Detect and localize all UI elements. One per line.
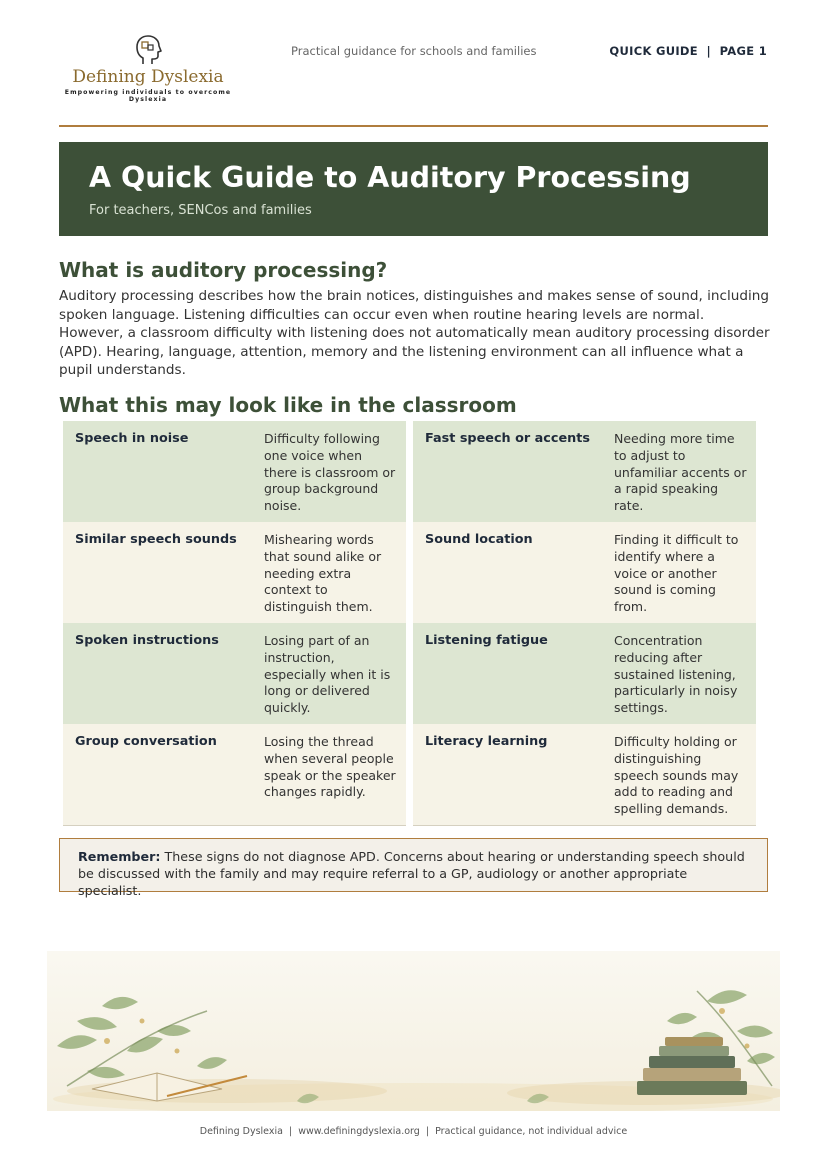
sign-card [63, 421, 406, 522]
grid-divider [413, 825, 756, 826]
decorative-footer-illustration [47, 951, 780, 1111]
sign-term: Similar speech sounds [75, 532, 237, 547]
sign-description: Difficulty holding or distinguishing speech sounds may add to reading and spelling demands. [614, 734, 739, 817]
section-heading-classroom: What this may look like in the classroom [59, 393, 517, 417]
grid-divider [63, 825, 406, 826]
logo-tagline: Empowering individuals to overcome Dyslexia [64, 89, 232, 103]
sign-card [413, 522, 756, 623]
section-heading-what-is: What is auditory processing? [59, 258, 388, 282]
botanical-books-illustration [47, 951, 780, 1111]
sign-card [63, 724, 406, 825]
sign-description: Concentration reducing after sustained listening, particularly in noisy settings. [614, 633, 738, 716]
sign-description: Needing more time to adjust to unfamiliar accents or a rapid speaking rate. [614, 431, 747, 514]
header-tagline: Practical guidance for schools and families [291, 44, 537, 58]
sign-term: Group conversation [75, 734, 217, 749]
sign-description: Difficulty following one voice when there is classroom or group background noise. [264, 431, 396, 514]
head-puzzle-icon [131, 34, 165, 66]
sign-term: Listening fatigue [425, 633, 548, 648]
page-subtitle: For teachers, SENCos and families [89, 203, 312, 218]
page-label: QUICK GUIDE | PAGE 1 [609, 44, 767, 58]
sign-description: Losing the thread when several people speak or the speaker changes rapidly. [264, 734, 396, 800]
remember-callout [59, 838, 768, 898]
sign-description: Losing part of an instruction, especially when it is long or delivered quickly. [264, 633, 391, 716]
sign-card [413, 421, 756, 522]
page-title: A Quick Guide to Auditory Processing [89, 161, 691, 194]
signs-grid [63, 421, 756, 826]
title-banner [59, 142, 768, 236]
sign-description: Mishearing words that sound alike or needing extra context to distinguish them. [264, 532, 382, 615]
page-header [0, 0, 827, 126]
callout-label: Remember: [78, 849, 161, 864]
brand-logo[interactable] [60, 34, 236, 110]
intro-paragraph: Auditory processing describes how the brain notices, distinguishes and makes sense of sound, including spoken language. Listening difficulties can occur even when routine hearing levels are normal. However, a classroom difficulty with listening does not automatically mean auditory processing disorder (APD). Hearing, language, attention, memory and the listening environment can all influence what a pupil understands. [59, 288, 770, 379]
sign-card [413, 724, 756, 825]
sign-card [63, 522, 406, 623]
sign-term: Literacy learning [425, 734, 548, 749]
sign-term: Sound location [425, 532, 533, 547]
sign-term: Speech in noise [75, 431, 189, 446]
sign-description: Finding it difficult to identify where a voice or another sound is coming from. [614, 532, 739, 615]
header-divider [59, 125, 768, 127]
logo-name: Defining Dyslexia [72, 67, 224, 87]
callout-text: These signs do not diagnose APD. Concerns about hearing or understanding speech should be discussed with the family and may require referral to a GP, audiology or another appropriate specialist. [78, 849, 745, 898]
page-footer: Defining Dyslexia | www.definingdyslexia.org | Practical guidance, not individual advice [199, 1126, 628, 1137]
sign-card [413, 623, 756, 724]
sign-term: Spoken instructions [75, 633, 219, 648]
sign-card [63, 623, 406, 724]
sign-term: Fast speech or accents [425, 431, 590, 446]
